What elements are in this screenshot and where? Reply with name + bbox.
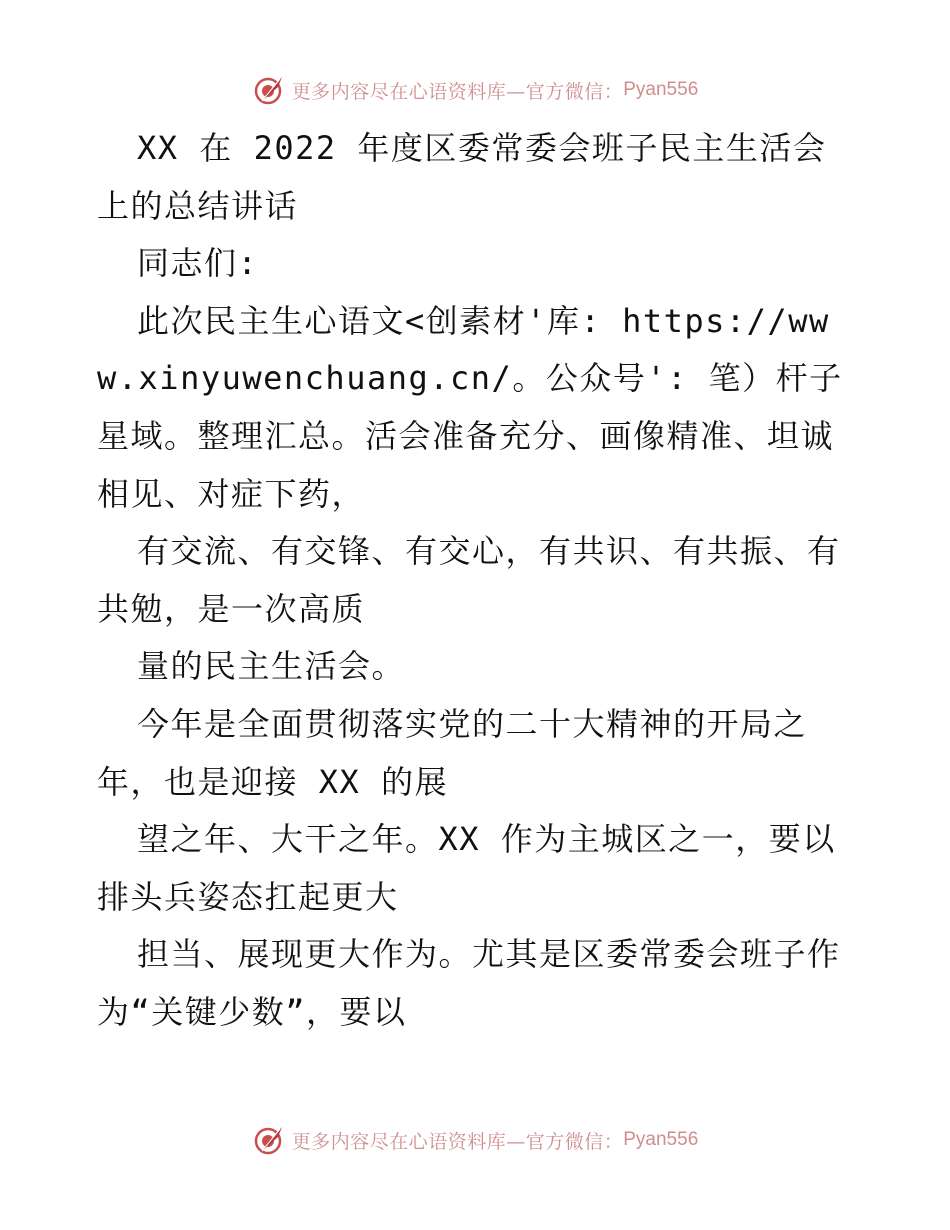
quill-logo-icon	[252, 73, 286, 107]
footer-wechat-id: Pyan556	[623, 1129, 699, 1150]
paragraph: 今年是全面贯彻落实党的二十大精神的开局之年，也是迎接 XX 的展	[97, 704, 808, 801]
footer-banner-text: 更多内容尽在心语资料库—官方微信：	[291, 1130, 624, 1153]
header-wechat-id: Pyan556	[623, 79, 699, 100]
paragraph: 担当、展现更大作为。尤其是区委常委会班子作为“关键少数”，要以	[97, 935, 841, 1031]
paragraph-salutation: 同志们:	[137, 244, 259, 283]
header-banner	[0, 70, 950, 110]
footer-banner	[0, 1120, 950, 1160]
paragraph: 此次民主生心语文<创素材'库: https://www.xinyuwenchuang.cn/。公众号': 笔）杆子星域。整理汇总。活会准备充分、画像精准、坦诚相见、对症下药，	[97, 301, 843, 513]
header-banner-text: 更多内容尽在心语资料库—官方微信：	[291, 80, 624, 103]
paragraph: 量的民主生活会。	[137, 647, 406, 686]
document-body	[97, 120, 857, 1042]
paragraph: 望之年、大干之年。XX 作为主城区之一，要以排头兵姿态扛起更大	[97, 820, 836, 916]
paragraph: 有交流、有交锋、有交心，有共识、有共振、有共勉，是一次高质	[97, 532, 841, 628]
quill-logo-icon	[252, 1123, 286, 1157]
document-title: XX 在 2022 年度区委常委会班子民主生活会上的总结讲话	[97, 129, 827, 225]
